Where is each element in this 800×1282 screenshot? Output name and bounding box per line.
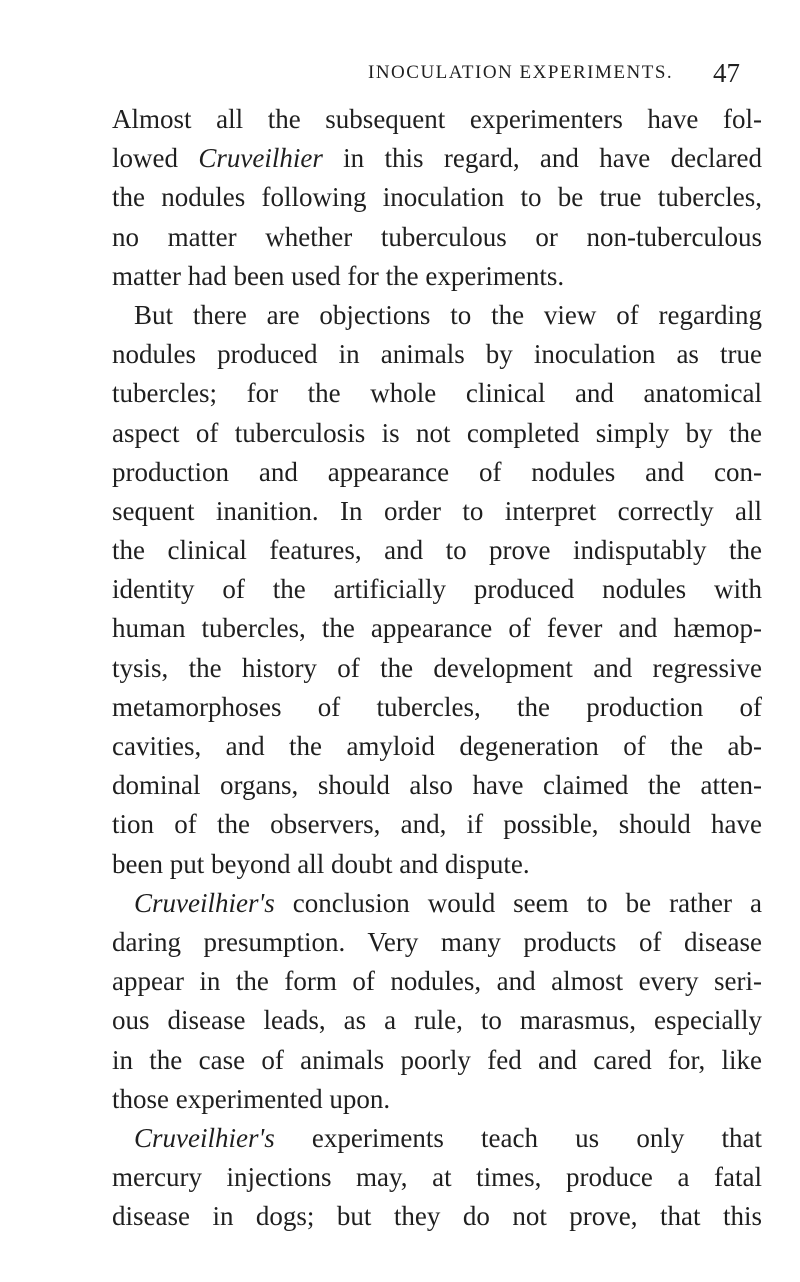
text-run: But there are objections to the view of regarding [134, 299, 762, 330]
text-line [112, 335, 762, 374]
text-run: ous disease leads, as a rule, to marasmus, especially [112, 1005, 762, 1036]
text-line [112, 492, 762, 531]
paragraph [112, 296, 762, 884]
text-run: tion of the observers, and, if possible, should have [112, 809, 762, 840]
text-line [112, 453, 762, 492]
text-run: the clinical features, and to prove indisputably the [112, 535, 762, 566]
text-line [112, 884, 762, 923]
text-line [112, 139, 762, 178]
text-run: cavities, and the amyloid degeneration of the ab- [112, 731, 762, 761]
text-run: tubercles; for the whole clinical and anatomical [112, 378, 762, 409]
text-run: lowed [112, 143, 199, 174]
text-run: conclusion would seem to be rather a [274, 887, 762, 918]
text-line [112, 414, 762, 453]
paragraph [112, 100, 762, 296]
text-line [112, 1197, 762, 1236]
text-line [112, 218, 762, 257]
text-line [112, 649, 762, 688]
running-head [368, 58, 740, 96]
text-line [112, 296, 762, 335]
text-run: experiments teach us only that [274, 1122, 762, 1153]
paragraph [112, 1119, 762, 1237]
text-run: Almost all the subsequent experimenters have fol- [112, 104, 762, 134]
text-line [112, 923, 762, 962]
text-line [112, 100, 762, 139]
text-run: mercury injections may, at times, produce a fatal [112, 1162, 762, 1193]
text-line [112, 257, 762, 296]
text-run: production and appearance of nodules and con- [112, 456, 762, 487]
text-line [112, 1158, 762, 1197]
text-line [112, 805, 762, 844]
text-line [112, 688, 762, 727]
text-line [112, 1041, 762, 1080]
text-line [112, 570, 762, 609]
text-run: nodules produced in animals by inoculation as true [112, 339, 762, 370]
text-line [112, 962, 762, 1001]
text-line [112, 1001, 762, 1040]
text-run: aspect of tuberculosis is not completed simply by the [112, 417, 762, 448]
text-run: tysis, the history of the development and regressive [112, 652, 762, 683]
text-run: those experimented upon. [112, 1083, 391, 1114]
running-title: INOCULATION EXPERIMENTS. [368, 62, 674, 83]
text-run: metamorphoses of tubercles, the production of [112, 691, 762, 722]
text-run: been put beyond all doubt and dispute. [112, 848, 530, 879]
text-line [112, 374, 762, 413]
italic-name: Cruveilhier's [134, 887, 275, 918]
text-run: the nodules following inoculation to be true tubercles, [112, 182, 762, 213]
text-run: identity of the artificially produced nodules with [112, 574, 762, 605]
text-run: disease in dogs; but they do not prove, that this [112, 1201, 762, 1232]
text-run: no matter whether tuberculous or non-tuberculous [112, 221, 762, 252]
text-line [112, 727, 762, 766]
text-run: matter had been used for the experiments. [112, 260, 565, 291]
text-run: human tubercles, the appearance of fever and hæmop- [112, 613, 762, 644]
text-line [112, 531, 762, 570]
text-line [112, 1080, 762, 1119]
italic-name: Cruveilhier [198, 143, 323, 174]
text-run: sequent inanition. In order to interpret correctly all [112, 495, 762, 526]
text-line [112, 178, 762, 217]
text-run: in the case of animals poorly fed and cared for, like [112, 1044, 762, 1075]
paragraph [112, 884, 762, 1119]
text-line [112, 766, 762, 805]
italic-name: Cruveilhier's [134, 1122, 275, 1153]
text-line [112, 1119, 762, 1158]
text-run: daring presumption. Very many products of disease [112, 926, 762, 957]
text-run: dominal organs, should also have claimed the atten- [112, 770, 762, 801]
text-line [112, 609, 762, 648]
text-line [112, 845, 762, 884]
text-run: in this regard, and have declared [322, 143, 763, 174]
text-run: appear in the form of nodules, and almost every seri- [112, 966, 762, 997]
page-number: 47 [713, 58, 740, 88]
body-text [112, 100, 762, 1236]
